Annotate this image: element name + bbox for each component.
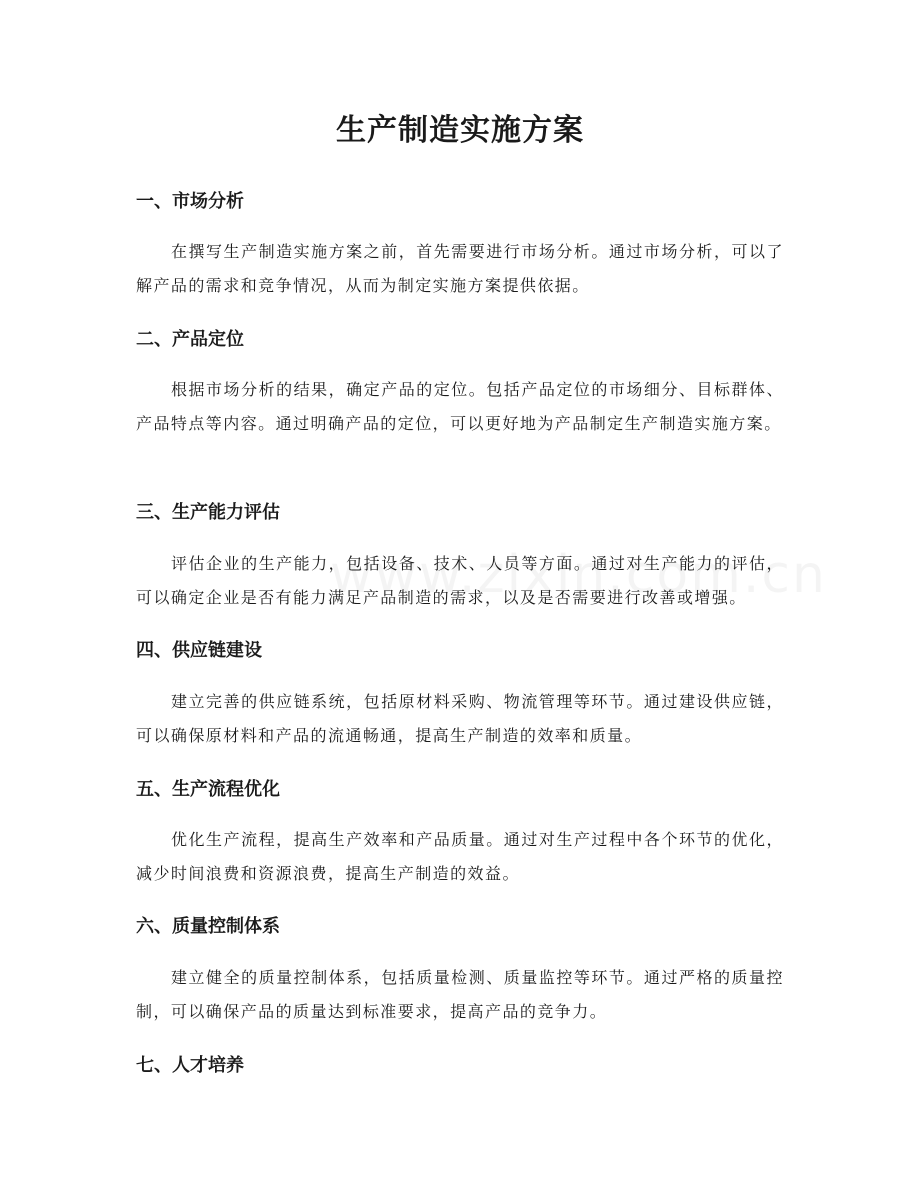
- section-heading-market-analysis: 一、市场分析: [136, 191, 244, 212]
- document-title: 生产制造实施方案: [336, 113, 584, 148]
- section-heading-quality-control: 六、质量控制体系: [136, 916, 280, 937]
- section-body-capacity-assessment: 评估企业的生产能力，包括设备、技术、人员等方面。通过对生产能力的评估，可以确定企业是否有能力满足产品制造的需求，以及是否需要进行改善或增强。: [136, 554, 784, 607]
- section-body-supply-chain: 建立完善的供应链系统，包括原材料采购、物流管理等环节。通过建设供应链，可以确保原材料和产品的流通畅通，提高生产制造的效率和质量。: [136, 692, 784, 745]
- section-heading-capacity-assessment: 三、生产能力评估: [136, 502, 280, 523]
- section-body-quality-control: 建立健全的质量控制体系，包括质量检测、质量监控等环节。通过严格的质量控制，可以确保产品的质量达到标准要求，提高产品的竞争力。: [136, 968, 784, 1021]
- section-body-process-optimization: 优化生产流程，提高生产效率和产品质量。通过对生产过程中各个环节的优化，减少时间浪费和资源浪费，提高生产制造的效益。: [136, 830, 784, 883]
- section-heading-talent-development: 七、人才培养: [136, 1055, 244, 1076]
- section-body-market-analysis: 在撰写生产制造实施方案之前，首先需要进行市场分析。通过市场分析，可以了解产品的需求和竞争情况，从而为制定实施方案提供依据。: [136, 242, 784, 295]
- section-heading-product-positioning: 二、产品定位: [136, 329, 244, 350]
- section-heading-process-optimization: 五、生产流程优化: [136, 779, 280, 800]
- section-heading-supply-chain: 四、供应链建设: [136, 640, 262, 661]
- section-body-product-positioning: 根据市场分析的结果，确定产品的定位。包括产品定位的市场细分、目标群体、产品特点等内容。通过明确产品的定位，可以更好地为产品制定生产制造实施方案。: [136, 380, 784, 433]
